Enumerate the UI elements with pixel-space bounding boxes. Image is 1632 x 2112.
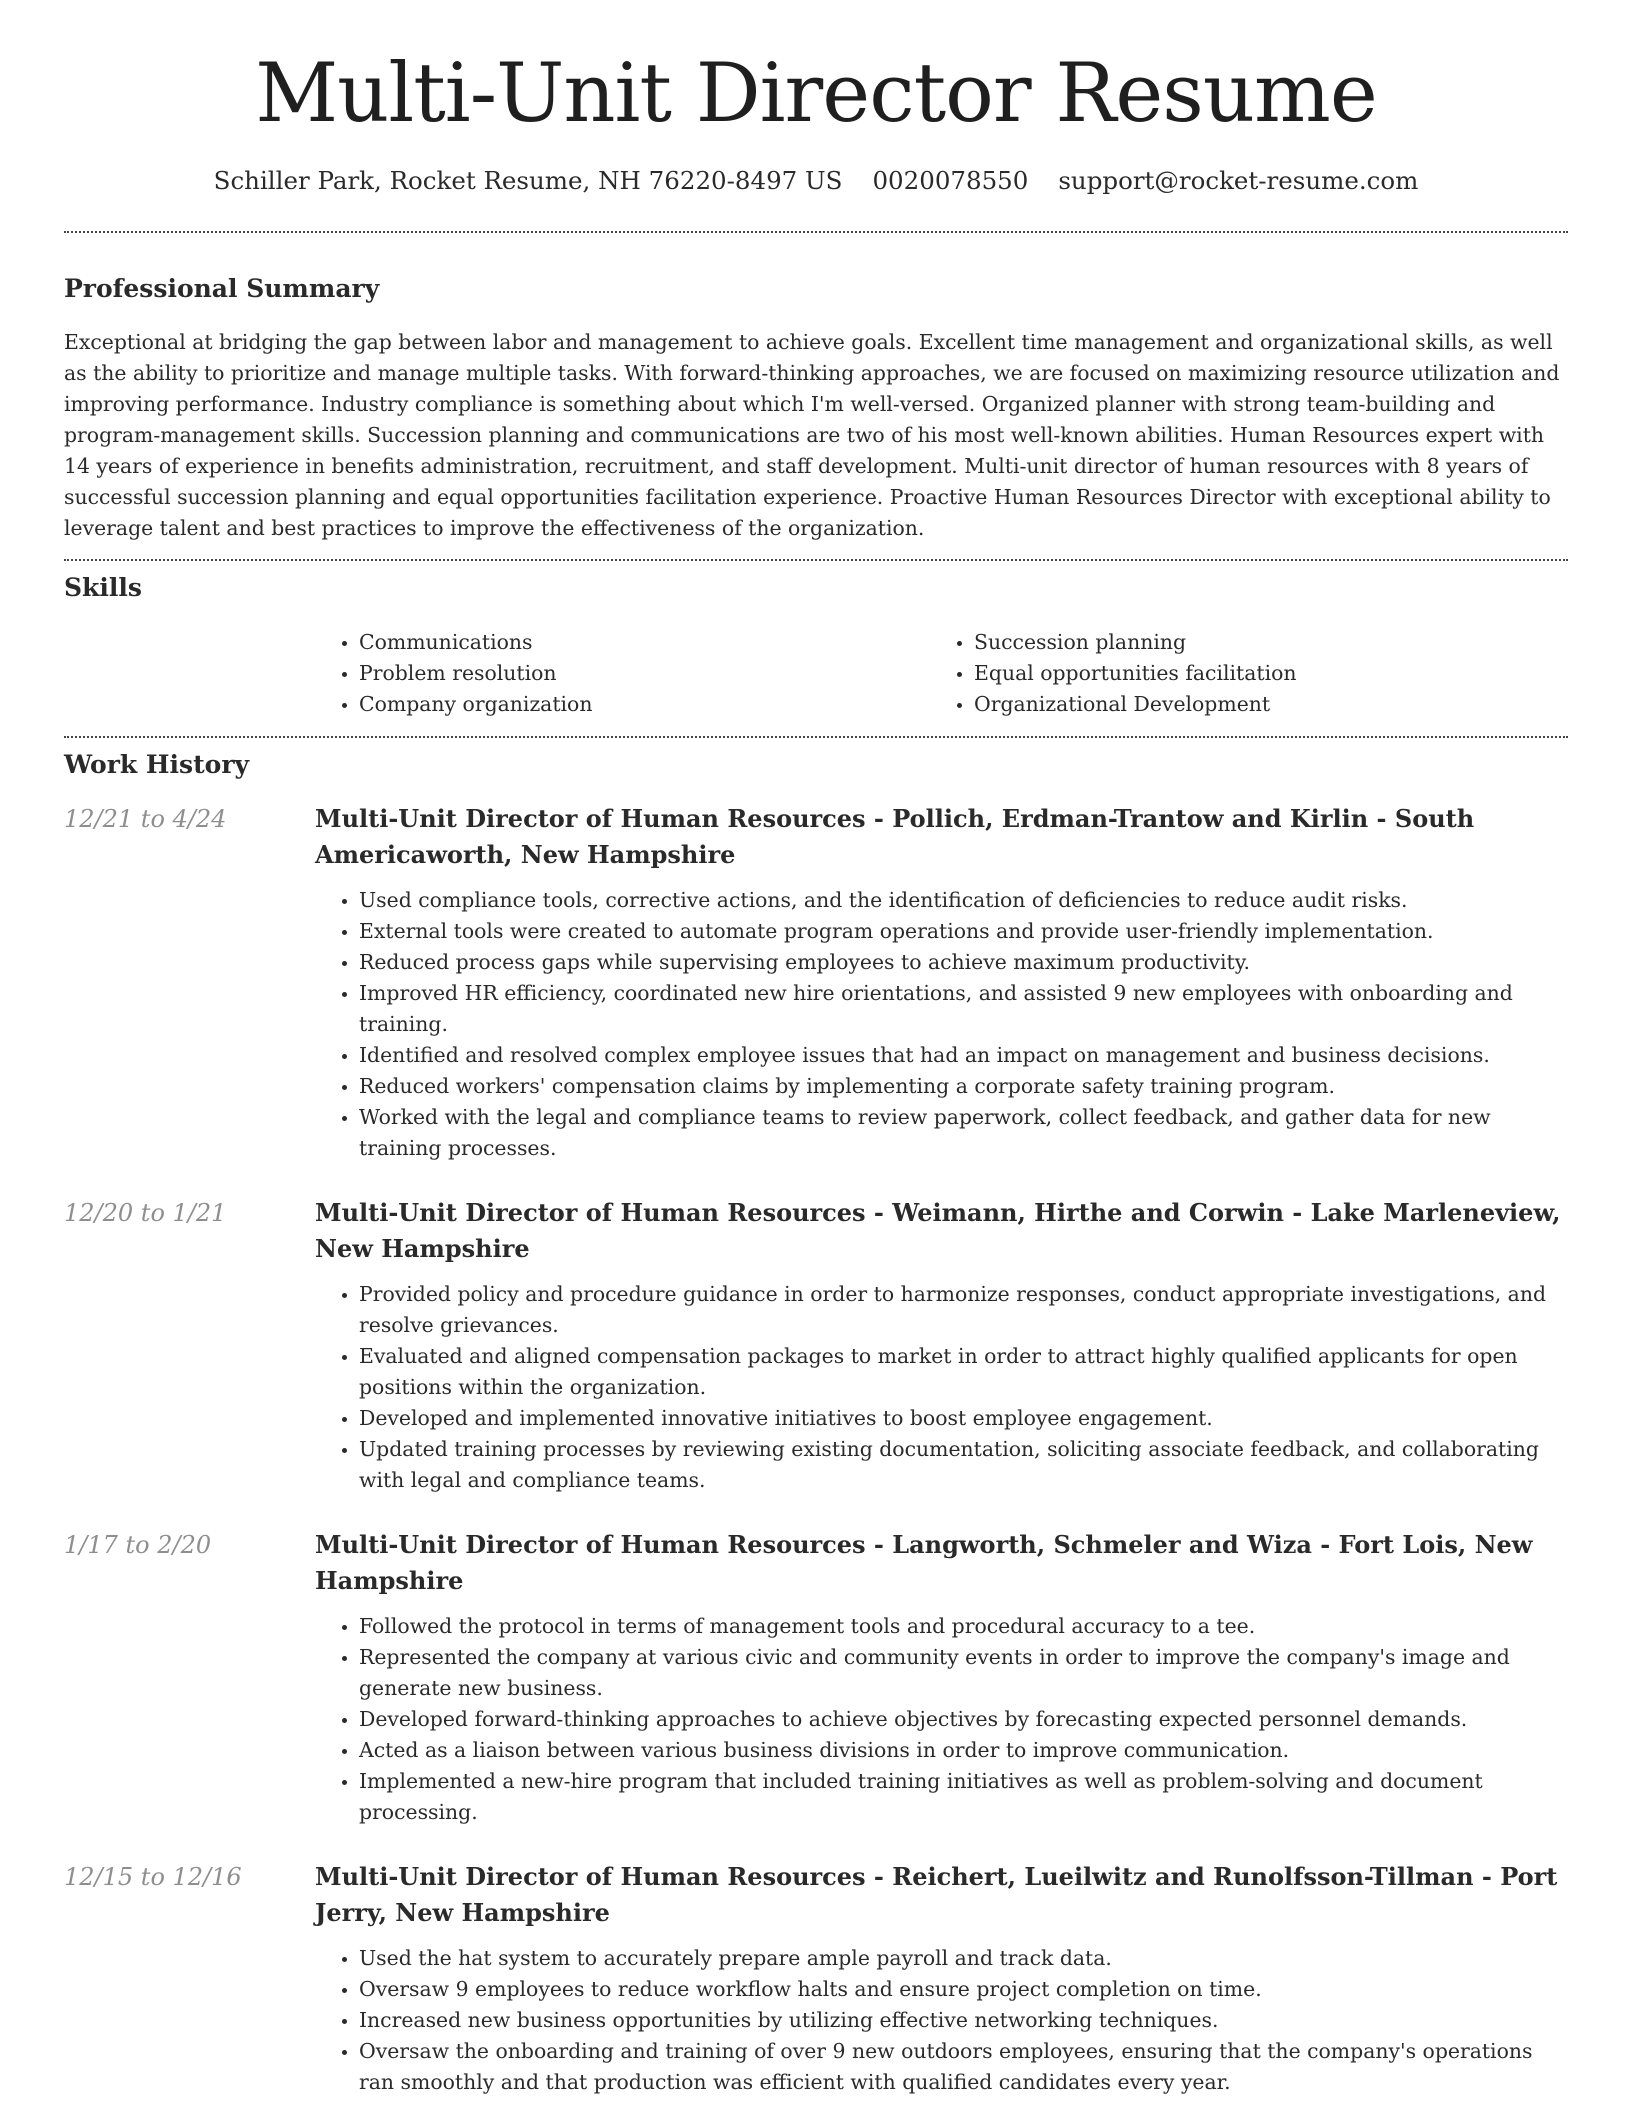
contact-email: support@rocket-resume.com [1058,166,1419,196]
job-heading: Multi-Unit Director of Human Resources - Langworth, Schmeler and Wiza - Fort Lois, New Hampshire [315,1530,1533,1596]
skills-column-right [930,627,1568,720]
contact-address: Schiller Park, Rocket Resume, NH 76220-8497 US [213,166,843,196]
job-bullets [315,885,1568,1164]
job-bullet: • Worked with the legal and compliance teams to review paperwork, collect feedback, and gather data for new training processes. [359,1102,1568,1164]
job-bullet: • Improved HR efficiency, coordinated new hire orientations, and assisted 9 new employees with onboarding and training. [359,978,1568,1040]
job-bullet: • Followed the protocol in terms of management tools and procedural accuracy to a tee. [359,1611,1568,1642]
skill-item: • Organizational Development [974,689,1568,720]
contact-line [64,165,1568,197]
job-dates: 12/21 to 4/24 [64,805,227,834]
job-dates: 12/20 to 1/21 [64,1199,227,1228]
skills-section [64,561,1568,720]
job-bullet: • Implemented a new-hire program that included training initiatives as well as problem-solving and document processing. [359,1766,1568,1828]
job-heading: Multi-Unit Director of Human Resources - Reichert, Lueilwitz and Runolfsson-Tillman - Port Jerry, New Hampshire [315,1862,1558,1928]
job-details [315,1527,1568,1828]
job-bullet: • Oversaw the onboarding and training of over 9 new outdoors employees, ensuring that the company's operations ran smoothly and that production was efficient with qualified candidates every year. [359,2036,1568,2098]
job-entry [64,801,1568,1164]
work-history-section [64,738,1568,2099]
job-bullet: • Developed and implemented innovative initiatives to boost employee engagement. [359,1403,1568,1434]
skill-item: • Problem resolution [359,658,930,689]
job-bullet: • Acted as a liaison between various business divisions in order to improve communication. [359,1735,1568,1766]
job-bullet: • Reduced process gaps while supervising employees to achieve maximum productivity. [359,947,1568,978]
job-details [315,1195,1568,1496]
skill-item: • Communications [359,627,930,658]
job-bullet: • Identified and resolved complex employee issues that had an impact on management and business decisions. [359,1040,1568,1071]
skill-item: • Equal opportunities facilitation [974,658,1568,689]
job-heading: Multi-Unit Director of Human Resources - Weimann, Hirthe and Corwin - Lake Marleneview, New Hampshire [315,1198,1561,1264]
job-heading: Multi-Unit Director of Human Resources - Pollich, Erdman-Trantow and Kirlin - South Americaworth, New Hampshire [315,804,1475,870]
job-bullet: • Developed forward-thinking approaches to achieve objectives by forecasting expected personnel demands. [359,1704,1568,1735]
job-bullet: • Provided policy and procedure guidance in order to harmonize responses, conduct appropriate investigations, and resolve grievances. [359,1279,1568,1341]
summary-heading: Professional Summary [64,273,380,303]
skills-heading: Skills [64,573,142,603]
job-dates: 1/17 to 2/20 [64,1531,212,1560]
job-bullet: • Increased new business opportunities by utilizing effective networking techniques. [359,2005,1568,2036]
work-history-heading: Work History [64,749,250,779]
job-dates: 12/15 to 12/16 [64,1863,242,1892]
job-bullet: • Updated training processes by reviewing existing documentation, soliciting associate feedback, and collaborating with legal and compliance teams. [359,1434,1568,1496]
skill-item: • Succession planning [974,627,1568,658]
summary-section [64,233,1568,545]
job-entry [64,1527,1568,1828]
job-bullet: • Used compliance tools, corrective actions, and the identification of deficiencies to reduce audit risks. [359,885,1568,916]
resume-header [64,47,1568,197]
job-bullets [315,1279,1568,1496]
job-details [315,801,1568,1164]
resume-page [64,0,1568,2098]
job-bullet: • Used the hat system to accurately prepare ample payroll and track data. [359,1943,1568,1974]
skill-item: • Company organization [359,689,930,720]
skills-column-left [315,627,930,720]
job-bullets [315,1611,1568,1828]
job-bullet: • Oversaw 9 employees to reduce workflow halts and ensure project completion on time. [359,1974,1568,2005]
summary-text: Exceptional at bridging the gap between labor and management to achieve goals. Excellent time management and organizational skills, as well as the ability to prioritize and manage multiple tasks. With forward-thinking approaches, we are focused on maximizing resource utilization and improving performance. Industry compliance is something about which I'm well-versed. Organized planner with strong team-building and program-management skills. Succession planning and communications are two of his most well-known abilities. Human Resources expert with 14 years of experience in benefits administration, recruitment, and staff development. Multi-unit director of human resources with 8 years of successful succession planning and equal opportunities facilitation experience. Proactive Human Resources Director with exceptional ability to leverage talent and best practices to improve the effectiveness of the organization. [64,330,1560,541]
job-bullets [315,1943,1568,2098]
contact-phone: 0020078550 [872,166,1029,196]
job-bullet: • Evaluated and aligned compensation packages to market in order to attract highly qualified applicants for open positions within the organization. [359,1341,1568,1403]
job-bullet: • External tools were created to automate program operations and provide user-friendly implementation. [359,916,1568,947]
resume-title: Multi-Unit Director Resume [255,47,1377,141]
job-bullet: • Reduced workers' compensation claims by implementing a corporate safety training program. [359,1071,1568,1102]
job-bullet: • Represented the company at various civic and community events in order to improve the company's image and generate new business. [359,1642,1568,1704]
job-details [315,1859,1568,2098]
skills-list [315,627,1568,720]
job-entry [64,1859,1568,2098]
job-entry [64,1195,1568,1496]
